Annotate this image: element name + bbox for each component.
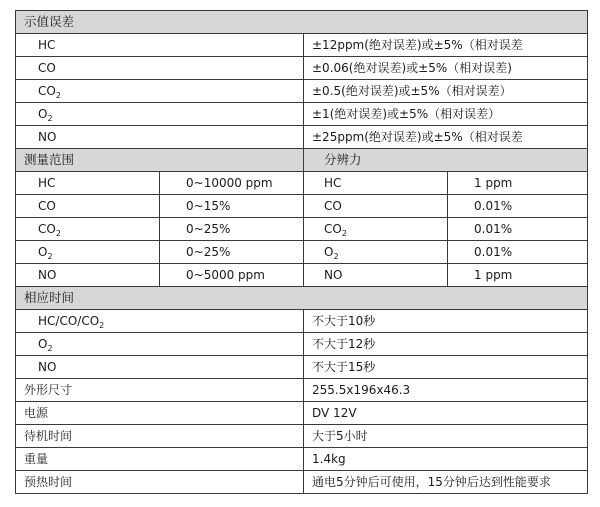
- accuracy-row: [16, 57, 588, 80]
- spec-label: 重量: [16, 448, 304, 471]
- accuracy-row: [16, 80, 588, 103]
- gas-label: [304, 241, 448, 264]
- gas-label: [16, 34, 304, 57]
- accuracy-value: ±0.5(绝对误差)或±5%（相对误差）: [304, 80, 588, 103]
- accuracy-value: ±12ppm(绝对误差)或±5%（相对误差: [304, 34, 588, 57]
- gas-name: O: [38, 337, 48, 351]
- gas-name: O: [38, 245, 48, 259]
- gas-label: [304, 218, 448, 241]
- gas-name: HC/CO/CO: [38, 314, 100, 328]
- spec-label: 电源: [16, 402, 304, 425]
- range-value: 0~10000 ppm: [160, 172, 304, 195]
- accuracy-row: [16, 34, 588, 57]
- response-value: 不大于10秒: [304, 310, 588, 333]
- resolution-section-title: 分辨力: [304, 149, 588, 172]
- spec-value: 通电5分钟后可使用，15分钟后达到性能要求: [304, 471, 588, 494]
- gas-subscript: 2: [55, 229, 61, 238]
- gas-label: [16, 333, 304, 356]
- spec-row: [16, 425, 588, 448]
- range-row: [16, 172, 588, 195]
- gas-subscript: 2: [333, 252, 339, 261]
- gas-label: [16, 264, 160, 287]
- gas-label: [16, 80, 304, 103]
- spec-value: 1.4kg: [304, 448, 588, 471]
- response-value: 不大于15秒: [304, 356, 588, 379]
- gas-name: CO: [324, 199, 342, 213]
- response-row: [16, 310, 588, 333]
- resolution-value: 0.01%: [448, 218, 588, 241]
- resolution-value: 1 ppm: [448, 264, 588, 287]
- section-header-row: [16, 149, 588, 172]
- spec-value: 大于5小时: [304, 425, 588, 448]
- gas-name: HC: [38, 38, 56, 52]
- range-row: [16, 241, 588, 264]
- spec-row: [16, 448, 588, 471]
- gas-label: [16, 195, 160, 218]
- gas-name: CO: [38, 84, 56, 98]
- gas-name: NO: [38, 268, 57, 282]
- gas-label: [16, 126, 304, 149]
- range-value: 0~25%: [160, 218, 304, 241]
- range-row: [16, 218, 588, 241]
- range-value: 0~5000 ppm: [160, 264, 304, 287]
- response-section-title: 相应时间: [16, 287, 588, 310]
- gas-name: CO: [324, 222, 342, 236]
- spec-row: [16, 402, 588, 425]
- gas-subscript: 2: [341, 229, 347, 238]
- gas-label: [16, 103, 304, 126]
- range-row: [16, 195, 588, 218]
- gas-name: O: [38, 107, 48, 121]
- gas-subscript: 2: [47, 114, 53, 123]
- section-header-row: [16, 11, 588, 34]
- response-row: [16, 333, 588, 356]
- gas-name: NO: [324, 268, 343, 282]
- gas-name: HC: [38, 176, 56, 190]
- spec-row: [16, 379, 588, 402]
- spec-table: [15, 10, 588, 494]
- accuracy-value: ±25ppm(绝对误差)或±5%（相对误差: [304, 126, 588, 149]
- resolution-value: 0.01%: [448, 241, 588, 264]
- resolution-value: 0.01%: [448, 195, 588, 218]
- resolution-value: 1 ppm: [448, 172, 588, 195]
- gas-name: CO: [38, 61, 56, 75]
- response-value: 不大于12秒: [304, 333, 588, 356]
- gas-label: [16, 57, 304, 80]
- gas-name: O: [324, 245, 334, 259]
- gas-subscript: 2: [99, 321, 105, 330]
- gas-subscript: 2: [47, 344, 53, 353]
- accuracy-value: ±1(绝对误差)或±5%（相对误差）: [304, 103, 588, 126]
- gas-name: NO: [38, 130, 57, 144]
- accuracy-row: [16, 103, 588, 126]
- range-value: 0~25%: [160, 241, 304, 264]
- spec-value: DV 12V: [304, 402, 588, 425]
- spec-label: 外形尺寸: [16, 379, 304, 402]
- accuracy-row: [16, 126, 588, 149]
- range-value: 0~15%: [160, 195, 304, 218]
- gas-name: CO: [38, 199, 56, 213]
- gas-subscript: 2: [55, 91, 61, 100]
- spec-label: 待机时间: [16, 425, 304, 448]
- gas-label: [304, 172, 448, 195]
- accuracy-value: ±0.06(绝对误差)或±5%（相对误差): [304, 57, 588, 80]
- range-row: [16, 264, 588, 287]
- gas-subscript: 2: [47, 252, 53, 261]
- gas-label: [16, 241, 160, 264]
- gas-label: [16, 172, 160, 195]
- gas-label: [16, 218, 160, 241]
- spec-label: 预热时间: [16, 471, 304, 494]
- gas-label: [304, 195, 448, 218]
- response-row: [16, 356, 588, 379]
- range-section-title: 测量范围: [16, 149, 304, 172]
- gas-label: [304, 264, 448, 287]
- gas-name: HC: [324, 176, 342, 190]
- gas-name: CO: [38, 222, 56, 236]
- spec-row: [16, 471, 588, 494]
- accuracy-section-title: 示值误差: [16, 11, 588, 34]
- spec-value: 255.5x196x46.3: [304, 379, 588, 402]
- gas-name: NO: [38, 360, 57, 374]
- gas-label: [16, 356, 304, 379]
- section-header-row: [16, 287, 588, 310]
- gas-label: [16, 310, 304, 333]
